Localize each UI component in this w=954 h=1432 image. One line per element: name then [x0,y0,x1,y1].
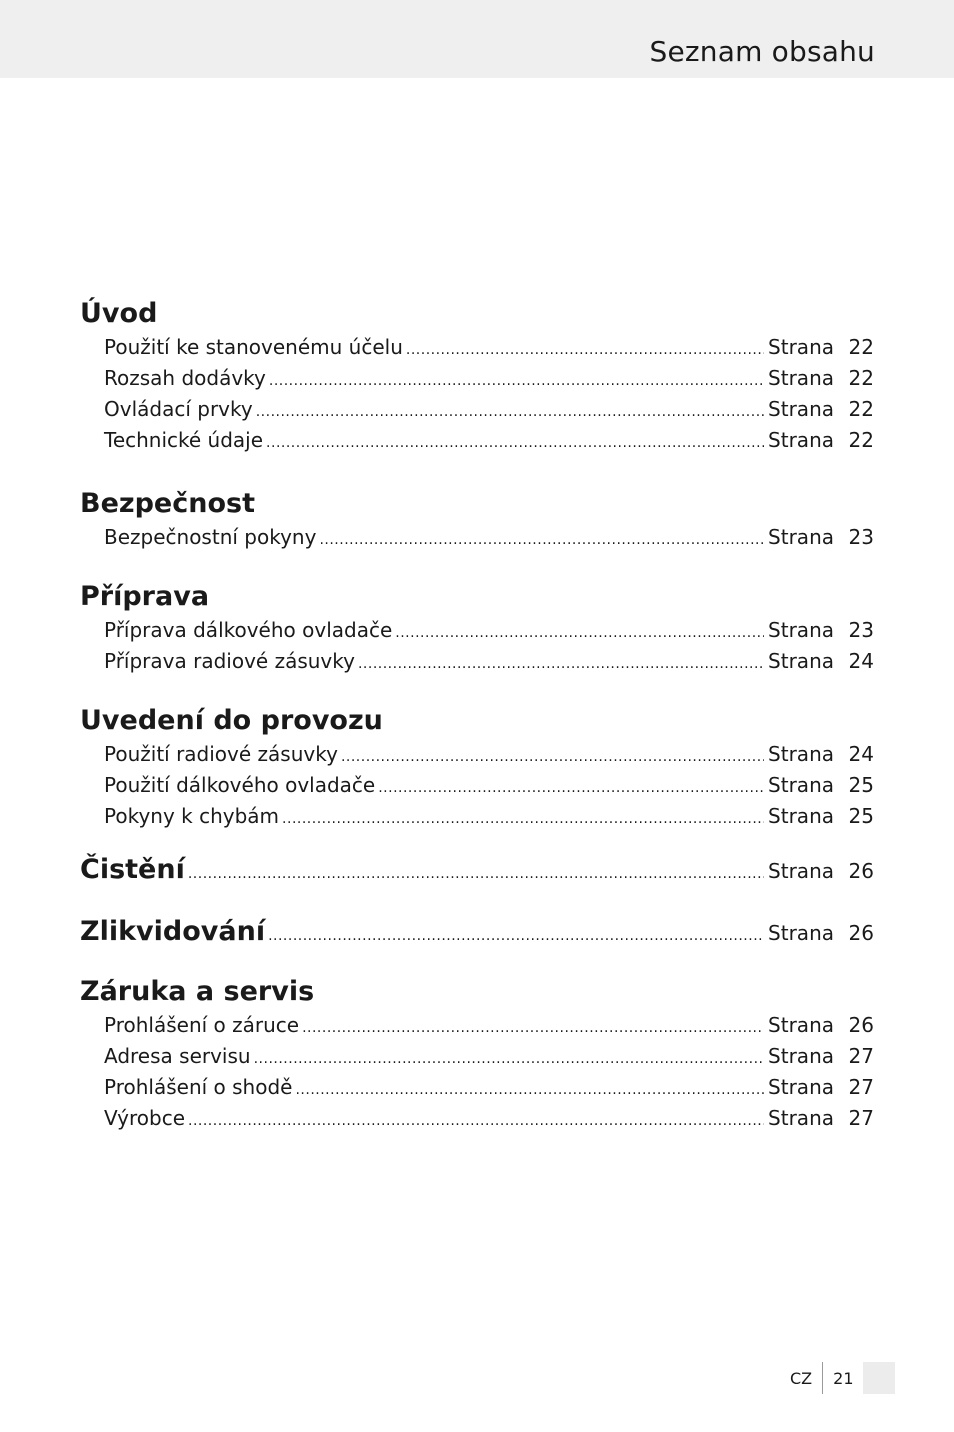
page-word: Strana [768,1044,834,1068]
toc-entry[interactable] [80,1103,874,1134]
toc-entry[interactable] [80,332,874,363]
entry-label: Prohlášení o shodě [104,1075,293,1099]
entry-label: Použití dálkového ovladače [104,773,376,797]
entry-label: Technické údaje [104,428,264,452]
page-number: 27 [848,1044,874,1068]
entry-label: Příprava radiové zásuvky [104,649,355,673]
page-word: Strana [768,649,834,673]
leader-dots [378,773,764,804]
leader-dots [254,1044,764,1075]
toc-entry[interactable] [80,425,874,456]
page-number: 25 [848,773,874,797]
leader-dots [406,335,764,366]
page-footer [790,1362,895,1394]
section-title: Zlikvidování [80,916,266,947]
page-word: Strana [768,525,834,549]
section-title: Čistění [80,854,185,885]
entry-label: Adresa servisu [104,1044,251,1068]
page-word: Strana [768,335,834,359]
section-title: Uvedení do provozu [80,705,383,736]
page-word: Strana [768,428,834,452]
entry-label: Použití radiové zásuvky [104,742,338,766]
leader-dots [188,1106,764,1137]
page-number: 24 [848,649,874,673]
footer-page-number: 21 [833,1368,854,1388]
toc-entry[interactable] [80,1010,874,1041]
entry-label: Prohlášení o záruce [104,1013,300,1037]
page-word: Strana [768,1013,834,1037]
entry-label: Ovládací prvky [104,397,253,421]
table-of-contents [80,296,874,1134]
page-word: Strana [768,773,834,797]
toc-entry[interactable] [80,770,874,801]
toc-section-uvod [80,296,874,456]
toc-entry[interactable] [80,646,874,677]
page-word: Strana [768,397,834,421]
entry-label: Příprava dálkového ovladače [104,618,393,642]
toc-section-zlikvidovani[interactable] [80,914,874,958]
leader-dots [268,928,764,944]
language-code: CZ [790,1368,813,1388]
leader-dots [282,804,764,835]
entry-label: Pokyny k chybám [104,804,280,828]
leader-dots [256,397,764,428]
page-word: Strana [768,742,834,766]
page-number: 22 [848,397,874,421]
page-number: 25 [848,804,874,828]
page-word: Strana [768,1075,834,1099]
entry-label: Rozsah dodávky [104,366,266,390]
entry-label: Výrobce [104,1106,185,1130]
leader-dots [266,428,764,459]
toc-entry[interactable] [80,522,874,553]
entry-label: Bezpečnostní pokyny [104,525,317,549]
toc-entry[interactable] [80,801,874,832]
page-number: 24 [848,742,874,766]
page-word: Strana [768,859,834,883]
toc-entry[interactable] [80,1041,874,1072]
page-number: 27 [848,1106,874,1130]
section-title: Záruka a servis [80,976,315,1007]
page-number: 26 [848,1013,874,1037]
toc-section-priprava [80,579,874,677]
toc-section-bezpecnost [80,486,874,553]
page-word: Strana [768,366,834,390]
page-number: 23 [848,618,874,642]
section-title: Bezpečnost [80,488,255,519]
page-number: 26 [848,859,874,883]
leader-dots [395,618,764,649]
page-word: Strana [768,921,834,945]
page-number: 22 [848,428,874,452]
section-title: Úvod [80,298,158,329]
toc-entry[interactable] [80,394,874,425]
page-word: Strana [768,1106,834,1130]
page-word: Strana [768,804,834,828]
leader-dots [341,742,764,773]
toc-entry[interactable] [80,363,874,394]
toc-entry[interactable] [80,739,874,770]
leader-dots [302,1013,764,1044]
toc-section-uvedeni [80,703,874,832]
toc-section-cisteni[interactable] [80,852,874,896]
leader-dots [319,525,764,556]
leader-dots [358,649,764,680]
page-number: 23 [848,525,874,549]
leader-dots [295,1075,764,1106]
leader-dots [269,366,764,397]
page-number: 26 [848,921,874,945]
page-word: Strana [768,618,834,642]
toc-section-zaruka [80,974,874,1134]
page-number: 27 [848,1075,874,1099]
toc-entry[interactable] [80,615,874,646]
page-number: 22 [848,335,874,359]
footer-tab-marker [863,1362,895,1394]
leader-dots [188,866,764,882]
toc-entry[interactable] [80,1072,874,1103]
entry-label: Použití ke stanovenému účelu [104,335,403,359]
section-title: Příprava [80,581,210,612]
page-title: Seznam obsahu [649,35,875,68]
page-number: 22 [848,366,874,390]
